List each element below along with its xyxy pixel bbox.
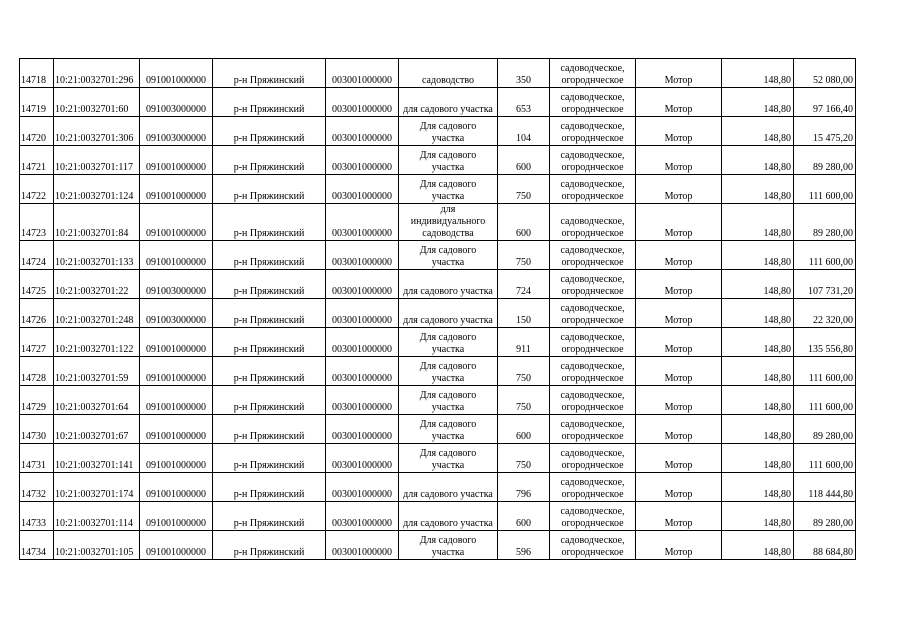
category-cell-line: садоводческое,	[560, 390, 625, 401]
area-cell: 750	[498, 175, 550, 204]
oktmo-cell: 003001000000	[326, 473, 399, 502]
oktmo-cell: 003001000000	[326, 146, 399, 175]
row-number-cell: 14725	[20, 270, 54, 299]
category-cell-line: садоводческое,	[560, 419, 625, 430]
category-cell-line: садоводческое,	[560, 216, 625, 227]
oktmo-cell: 003001000000	[326, 386, 399, 415]
okato-cell: 091001000000	[140, 328, 213, 357]
category-cell-line: садоводческое,	[560, 332, 625, 343]
category-cell	[550, 88, 636, 117]
category-cell	[550, 299, 636, 328]
permitted-use-cell	[399, 386, 498, 415]
category-cell-line: садоводческое,	[560, 63, 625, 74]
rate-cell: 148,80	[722, 146, 794, 175]
category-cell	[550, 328, 636, 357]
category-cell	[550, 146, 636, 175]
locality-cell: Мотор	[636, 59, 722, 88]
cadastral-value-cell: 111 600,00	[794, 175, 856, 204]
table-row	[20, 473, 856, 502]
cadastral-number-cell: 10:21:0032701:124	[54, 175, 140, 204]
permitted-use-cell-line: садоводства	[422, 228, 474, 239]
district-cell: р-н Пряжинский	[213, 502, 326, 531]
category-cell-line: садоводческое,	[560, 303, 625, 314]
category-cell	[550, 270, 636, 299]
category-cell-line: огороднческое	[561, 518, 624, 529]
table-row	[20, 444, 856, 473]
category-cell-line: садоводческое,	[560, 92, 625, 103]
permitted-use-cell-line: для садового участка	[403, 286, 493, 297]
okato-cell: 091001000000	[140, 204, 213, 241]
permitted-use-cell	[399, 204, 498, 241]
oktmo-cell: 003001000000	[326, 415, 399, 444]
permitted-use-cell	[399, 299, 498, 328]
permitted-use-cell	[399, 241, 498, 270]
permitted-use-cell	[399, 502, 498, 531]
area-cell: 600	[498, 204, 550, 241]
rate-cell: 148,80	[722, 241, 794, 270]
okato-cell: 091001000000	[140, 386, 213, 415]
permitted-use-cell	[399, 117, 498, 146]
rate-cell: 148,80	[722, 175, 794, 204]
district-cell: р-н Пряжинский	[213, 299, 326, 328]
oktmo-cell: 003001000000	[326, 59, 399, 88]
area-cell: 150	[498, 299, 550, 328]
cadastral-value-cell: 52 080,00	[794, 59, 856, 88]
permitted-use-cell	[399, 357, 498, 386]
cadastral-number-cell: 10:21:0032701:60	[54, 88, 140, 117]
category-cell-line: огороднческое	[561, 191, 624, 202]
category-cell-line: садоводческое,	[560, 274, 625, 285]
table-row	[20, 270, 856, 299]
category-cell	[550, 386, 636, 415]
district-cell: р-н Пряжинский	[213, 473, 326, 502]
cadastral-value-cell: 107 731,20	[794, 270, 856, 299]
cadastral-value-cell: 15 475,20	[794, 117, 856, 146]
category-cell	[550, 357, 636, 386]
district-cell: р-н Пряжинский	[213, 117, 326, 146]
category-cell-line: огороднческое	[561, 104, 624, 115]
cadastral-number-cell: 10:21:0032701:114	[54, 502, 140, 531]
category-cell-line: огороднческое	[561, 286, 624, 297]
cadastral-number-cell: 10:21:0032701:117	[54, 146, 140, 175]
category-cell-line: огороднческое	[561, 460, 624, 471]
table-row	[20, 502, 856, 531]
table-row	[20, 117, 856, 146]
district-cell: р-н Пряжинский	[213, 204, 326, 241]
okato-cell: 091001000000	[140, 175, 213, 204]
okato-cell: 091003000000	[140, 299, 213, 328]
cadastral-value-cell: 111 600,00	[794, 241, 856, 270]
oktmo-cell: 003001000000	[326, 299, 399, 328]
permitted-use-cell	[399, 175, 498, 204]
area-cell: 104	[498, 117, 550, 146]
locality-cell: Мотор	[636, 415, 722, 444]
category-cell-line: садоводческое,	[560, 150, 625, 161]
district-cell: р-н Пряжинский	[213, 444, 326, 473]
oktmo-cell: 003001000000	[326, 204, 399, 241]
table-body	[20, 59, 856, 560]
locality-cell: Мотор	[636, 357, 722, 386]
permitted-use-cell-line: Для садового	[419, 419, 477, 430]
permitted-use-cell	[399, 146, 498, 175]
rate-cell: 148,80	[722, 299, 794, 328]
permitted-use-cell-line: участка	[431, 431, 465, 442]
cadastral-value-cell: 88 684,80	[794, 531, 856, 560]
permitted-use-cell-line: для садового участка	[403, 489, 493, 500]
area-cell: 724	[498, 270, 550, 299]
table-row	[20, 386, 856, 415]
cadastral-number-cell: 10:21:0032701:64	[54, 386, 140, 415]
category-cell-line: садоводческое,	[560, 361, 625, 372]
cadastral-number-cell: 10:21:0032701:133	[54, 241, 140, 270]
permitted-use-cell-line: для	[440, 204, 456, 215]
row-number-cell: 14727	[20, 328, 54, 357]
row-number-cell: 14721	[20, 146, 54, 175]
oktmo-cell: 003001000000	[326, 88, 399, 117]
category-cell-line: огороднческое	[561, 228, 624, 239]
district-cell: р-н Пряжинский	[213, 88, 326, 117]
okato-cell: 091003000000	[140, 88, 213, 117]
category-cell-line: садоводческое,	[560, 448, 625, 459]
permitted-use-cell-line: участка	[431, 257, 465, 268]
cadastral-value-cell: 22 320,00	[794, 299, 856, 328]
table-row	[20, 59, 856, 88]
row-number-cell: 14732	[20, 473, 54, 502]
category-cell-line: огороднческое	[561, 344, 624, 355]
locality-cell: Мотор	[636, 88, 722, 117]
cadastral-value-cell: 89 280,00	[794, 415, 856, 444]
okato-cell: 091001000000	[140, 59, 213, 88]
locality-cell: Мотор	[636, 270, 722, 299]
permitted-use-cell-line: Для садового	[419, 448, 477, 459]
permitted-use-cell-line: Для садового	[419, 332, 477, 343]
row-number-cell: 14733	[20, 502, 54, 531]
locality-cell: Мотор	[636, 328, 722, 357]
permitted-use-cell-line: Для садового	[419, 245, 477, 256]
row-number-cell: 14731	[20, 444, 54, 473]
cadastral-number-cell: 10:21:0032701:105	[54, 531, 140, 560]
area-cell: 600	[498, 502, 550, 531]
row-number-cell: 14719	[20, 88, 54, 117]
rate-cell: 148,80	[722, 531, 794, 560]
rate-cell: 148,80	[722, 473, 794, 502]
row-number-cell: 14730	[20, 415, 54, 444]
area-cell: 596	[498, 531, 550, 560]
area-cell: 750	[498, 357, 550, 386]
oktmo-cell: 003001000000	[326, 270, 399, 299]
area-cell: 911	[498, 328, 550, 357]
permitted-use-cell-line: для садового участка	[403, 315, 493, 326]
cadastral-number-cell: 10:21:0032701:296	[54, 59, 140, 88]
category-cell	[550, 473, 636, 502]
rate-cell: 148,80	[722, 415, 794, 444]
permitted-use-cell-line: Для садового	[419, 179, 477, 190]
permitted-use-cell-line: Для садового	[419, 390, 477, 401]
okato-cell: 091001000000	[140, 241, 213, 270]
cadastral-number-cell: 10:21:0032701:22	[54, 270, 140, 299]
oktmo-cell: 003001000000	[326, 531, 399, 560]
cadastral-number-cell: 10:21:0032701:141	[54, 444, 140, 473]
row-number-cell: 14728	[20, 357, 54, 386]
cadastral-number-cell: 10:21:0032701:306	[54, 117, 140, 146]
category-cell-line: огороднческое	[561, 402, 624, 413]
rate-cell: 148,80	[722, 59, 794, 88]
district-cell: р-н Пряжинский	[213, 241, 326, 270]
permitted-use-cell-line: индивидуального	[410, 216, 486, 227]
category-cell-line: огороднческое	[561, 373, 624, 384]
category-cell-line: огороднческое	[561, 431, 624, 442]
row-number-cell: 14722	[20, 175, 54, 204]
rate-cell: 148,80	[722, 270, 794, 299]
cadastral-value-cell: 111 600,00	[794, 444, 856, 473]
cadastral-value-cell: 118 444,80	[794, 473, 856, 502]
district-cell: р-н Пряжинский	[213, 270, 326, 299]
table-row	[20, 88, 856, 117]
oktmo-cell: 003001000000	[326, 241, 399, 270]
cadastral-value-cell: 111 600,00	[794, 386, 856, 415]
okato-cell: 091001000000	[140, 502, 213, 531]
district-cell: р-н Пряжинский	[213, 357, 326, 386]
district-cell: р-н Пряжинский	[213, 175, 326, 204]
okato-cell: 091003000000	[140, 117, 213, 146]
locality-cell: Мотор	[636, 204, 722, 241]
category-cell-line: огороднческое	[561, 547, 624, 558]
locality-cell: Мотор	[636, 502, 722, 531]
table-row	[20, 175, 856, 204]
category-cell	[550, 415, 636, 444]
category-cell-line: садоводческое,	[560, 477, 625, 488]
rate-cell: 148,80	[722, 444, 794, 473]
okato-cell: 091001000000	[140, 531, 213, 560]
cadastral-value-cell: 89 280,00	[794, 146, 856, 175]
cadastral-table	[19, 58, 856, 560]
category-cell-line: огороднческое	[561, 489, 624, 500]
area-cell: 750	[498, 241, 550, 270]
category-cell	[550, 59, 636, 88]
cadastral-number-cell: 10:21:0032701:122	[54, 328, 140, 357]
category-cell-line: огороднческое	[561, 162, 624, 173]
category-cell-line: садоводческое,	[560, 121, 625, 132]
rate-cell: 148,80	[722, 357, 794, 386]
cadastral-number-cell: 10:21:0032701:67	[54, 415, 140, 444]
permitted-use-cell-line: Для садового	[419, 150, 477, 161]
locality-cell: Мотор	[636, 444, 722, 473]
permitted-use-cell-line: Для садового	[419, 535, 477, 546]
district-cell: р-н Пряжинский	[213, 386, 326, 415]
row-number-cell: 14723	[20, 204, 54, 241]
category-cell	[550, 117, 636, 146]
permitted-use-cell	[399, 415, 498, 444]
oktmo-cell: 003001000000	[326, 117, 399, 146]
category-cell-line: садоводческое,	[560, 245, 625, 256]
table-row	[20, 146, 856, 175]
okato-cell: 091001000000	[140, 146, 213, 175]
okato-cell: 091001000000	[140, 415, 213, 444]
row-number-cell: 14729	[20, 386, 54, 415]
category-cell-line: огороднческое	[561, 257, 624, 268]
row-number-cell: 14720	[20, 117, 54, 146]
oktmo-cell: 003001000000	[326, 175, 399, 204]
row-number-cell: 14734	[20, 531, 54, 560]
permitted-use-cell	[399, 270, 498, 299]
rate-cell: 148,80	[722, 117, 794, 146]
locality-cell: Мотор	[636, 175, 722, 204]
district-cell: р-н Пряжинский	[213, 146, 326, 175]
okato-cell: 091001000000	[140, 444, 213, 473]
category-cell-line: огороднческое	[561, 315, 624, 326]
table-row	[20, 531, 856, 560]
permitted-use-cell-line: для садового участка	[403, 104, 493, 115]
okato-cell: 091001000000	[140, 473, 213, 502]
table-row	[20, 241, 856, 270]
table-row	[20, 357, 856, 386]
okato-cell: 091001000000	[140, 357, 213, 386]
category-cell	[550, 444, 636, 473]
cadastral-number-cell: 10:21:0032701:59	[54, 357, 140, 386]
locality-cell: Мотор	[636, 531, 722, 560]
area-cell: 653	[498, 88, 550, 117]
permitted-use-cell	[399, 59, 498, 88]
cadastral-value-cell: 135 556,80	[794, 328, 856, 357]
oktmo-cell: 003001000000	[326, 328, 399, 357]
permitted-use-cell-line: участка	[431, 373, 465, 384]
permitted-use-cell	[399, 328, 498, 357]
rate-cell: 148,80	[722, 204, 794, 241]
permitted-use-cell	[399, 473, 498, 502]
cadastral-value-cell: 111 600,00	[794, 357, 856, 386]
row-number-cell: 14718	[20, 59, 54, 88]
district-cell: р-н Пряжинский	[213, 531, 326, 560]
cadastral-number-cell: 10:21:0032701:248	[54, 299, 140, 328]
area-cell: 796	[498, 473, 550, 502]
locality-cell: Мотор	[636, 386, 722, 415]
area-cell: 600	[498, 146, 550, 175]
area-cell: 600	[498, 415, 550, 444]
permitted-use-cell	[399, 88, 498, 117]
table-row	[20, 204, 856, 241]
permitted-use-cell-line: Для садового	[419, 121, 477, 132]
category-cell-line: огороднческое	[561, 133, 624, 144]
permitted-use-cell-line: Для садового	[419, 361, 477, 372]
cadastral-number-cell: 10:21:0032701:174	[54, 473, 140, 502]
cadastral-value-cell: 89 280,00	[794, 502, 856, 531]
permitted-use-cell-line: участка	[431, 547, 465, 558]
locality-cell: Мотор	[636, 146, 722, 175]
category-cell-line: садоводческое,	[560, 179, 625, 190]
category-cell-line: садоводческое,	[560, 535, 625, 546]
permitted-use-cell-line: садоводство	[421, 75, 474, 86]
permitted-use-cell-line: участка	[431, 344, 465, 355]
table-row	[20, 415, 856, 444]
cadastral-number-cell: 10:21:0032701:84	[54, 204, 140, 241]
area-cell: 350	[498, 59, 550, 88]
permitted-use-cell-line: участка	[431, 191, 465, 202]
cadastral-value-cell: 89 280,00	[794, 204, 856, 241]
table-row	[20, 299, 856, 328]
district-cell: р-н Пряжинский	[213, 328, 326, 357]
permitted-use-cell	[399, 531, 498, 560]
locality-cell: Мотор	[636, 299, 722, 328]
district-cell: р-н Пряжинский	[213, 415, 326, 444]
category-cell	[550, 175, 636, 204]
category-cell-line: огороднческое	[561, 75, 624, 86]
oktmo-cell: 003001000000	[326, 444, 399, 473]
rate-cell: 148,80	[722, 328, 794, 357]
category-cell	[550, 204, 636, 241]
rate-cell: 148,80	[722, 386, 794, 415]
oktmo-cell: 003001000000	[326, 502, 399, 531]
rate-cell: 148,80	[722, 502, 794, 531]
oktmo-cell: 003001000000	[326, 357, 399, 386]
permitted-use-cell	[399, 444, 498, 473]
locality-cell: Мотор	[636, 117, 722, 146]
area-cell: 750	[498, 386, 550, 415]
permitted-use-cell-line: участка	[431, 402, 465, 413]
rate-cell: 148,80	[722, 88, 794, 117]
area-cell: 750	[498, 444, 550, 473]
table-row	[20, 328, 856, 357]
row-number-cell: 14726	[20, 299, 54, 328]
locality-cell: Мотор	[636, 473, 722, 502]
row-number-cell: 14724	[20, 241, 54, 270]
permitted-use-cell-line: для садового участка	[403, 518, 493, 529]
category-cell	[550, 241, 636, 270]
locality-cell: Мотор	[636, 241, 722, 270]
category-cell-line: садоводческое,	[560, 506, 625, 517]
permitted-use-cell-line: участка	[431, 133, 465, 144]
permitted-use-cell-line: участка	[431, 162, 465, 173]
district-cell: р-н Пряжинский	[213, 59, 326, 88]
category-cell	[550, 531, 636, 560]
category-cell	[550, 502, 636, 531]
cadastral-value-cell: 97 166,40	[794, 88, 856, 117]
permitted-use-cell-line: участка	[431, 460, 465, 471]
okato-cell: 091003000000	[140, 270, 213, 299]
